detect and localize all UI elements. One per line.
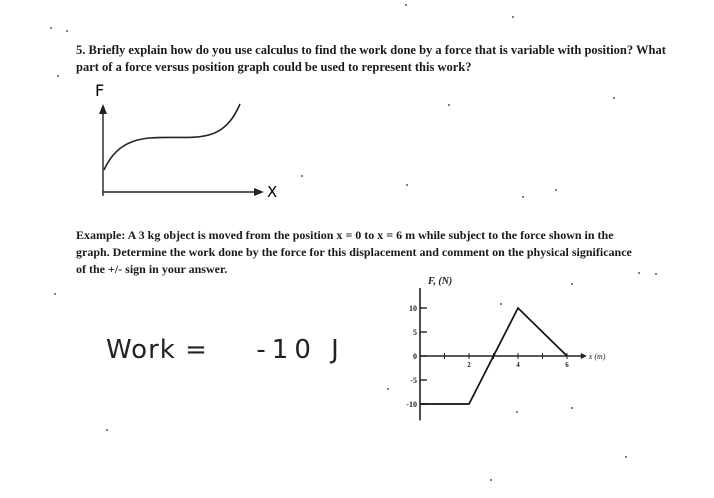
question-text: [76, 42, 696, 76]
graph-y-tick-label: 10: [409, 304, 417, 313]
graph-x-tick-label: 4: [516, 361, 520, 369]
work-answer-label: Work =: [106, 335, 208, 365]
graph-x-arrow: [581, 353, 587, 359]
sketch-x-label: X: [267, 183, 278, 198]
graph-y-tick-label: 5: [413, 328, 417, 337]
sketch-x-arrow: [254, 188, 264, 196]
graph-y-tick-label: 0: [413, 352, 417, 361]
graph-x-tick-label: 6: [565, 361, 569, 369]
question-line-2: part of a force versus position graph could be used to represent this work?: [76, 60, 472, 74]
graph-y-tick-label: -5: [410, 376, 417, 385]
question-line-1: 5. Briefly explain how do you use calculus to find the work done by a force that is variable with position? What: [76, 43, 666, 57]
force-position-sketch: [84, 78, 294, 198]
graph-x-tick-label: 2: [467, 361, 471, 369]
graph-y-tick-label: -10: [406, 400, 417, 409]
force-position-graph: [390, 268, 630, 428]
graph-x-axis-label: x (m): [588, 352, 606, 361]
work-answer-value: -10 J: [256, 335, 345, 365]
graph-y-axis-label: F, (N): [428, 276, 453, 287]
example-line-1: Example: A 3 kg object is moved from the position x = 0 to x = 6 m while subject to the force shown in the: [76, 228, 614, 242]
example-line-2: graph. Determine the work done by the force for this displacement and comment on the physical significance: [76, 245, 632, 259]
work-answer: [106, 335, 345, 365]
sketch-y-label: F: [95, 81, 105, 100]
example-line-3: of the +/- sign in your answer.: [76, 262, 228, 276]
sketch-y-arrow: [99, 104, 107, 114]
sketch-force-curve: [104, 104, 240, 170]
